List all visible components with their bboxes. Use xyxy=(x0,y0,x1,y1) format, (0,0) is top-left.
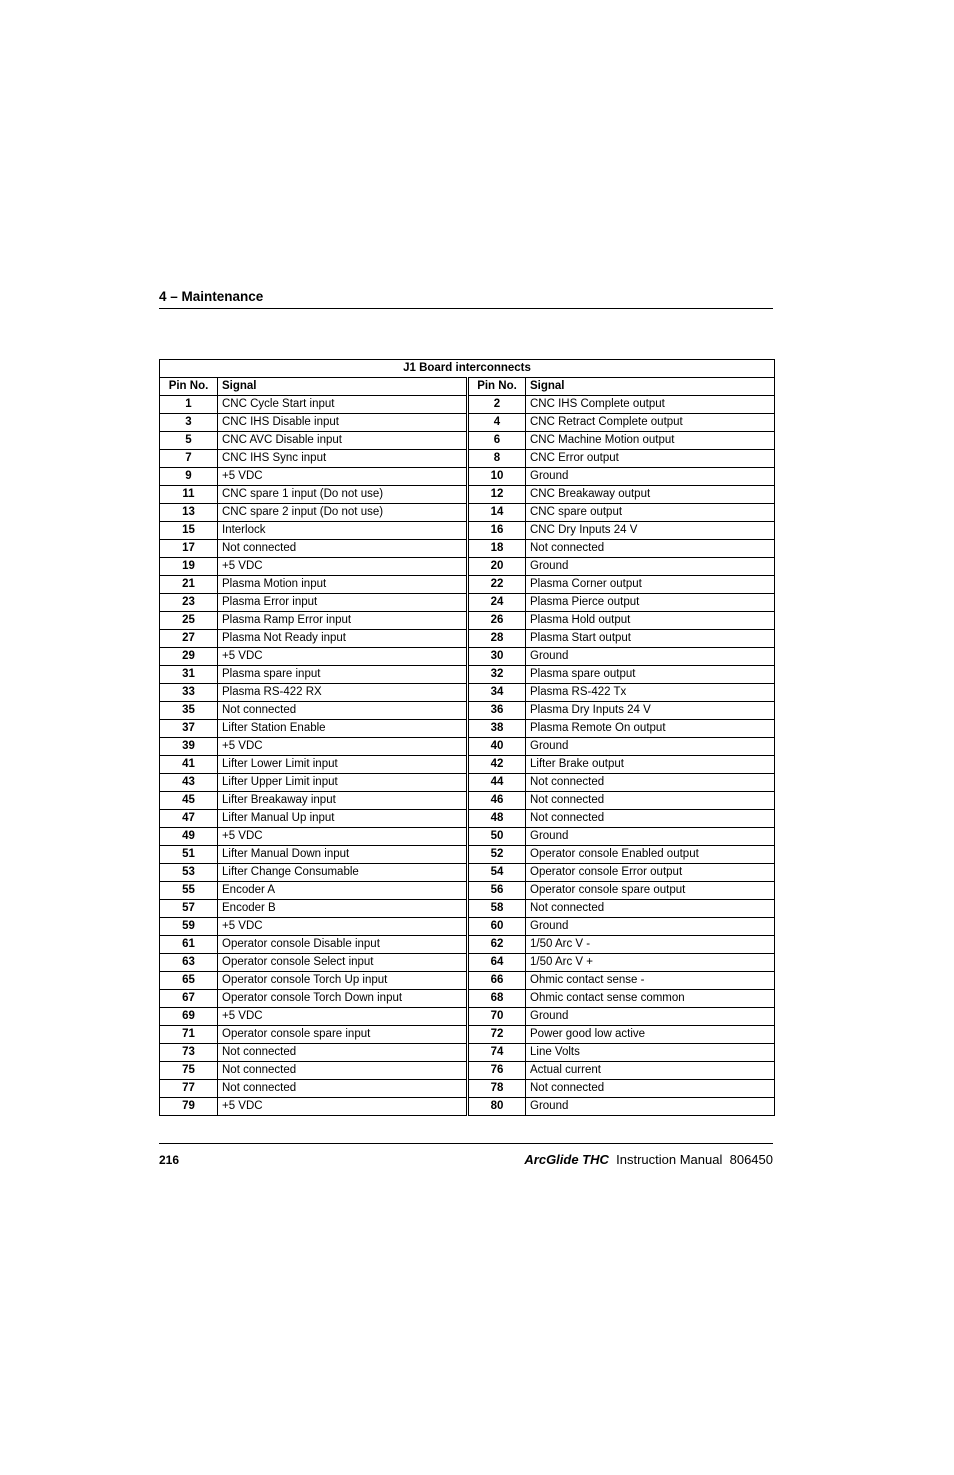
table-row xyxy=(160,648,775,666)
signal-right: Operator console spare output xyxy=(526,882,775,900)
signal-left: Plasma spare input xyxy=(218,666,468,684)
pin-right: 12 xyxy=(468,486,526,504)
signal-left: Lifter Manual Down input xyxy=(218,846,468,864)
pin-left: 43 xyxy=(160,774,218,792)
pin-left: 37 xyxy=(160,720,218,738)
signal-right: Not connected xyxy=(526,900,775,918)
signal-right: Line Volts xyxy=(526,1044,775,1062)
table-row xyxy=(160,900,775,918)
pin-left: 33 xyxy=(160,684,218,702)
pin-left: 17 xyxy=(160,540,218,558)
pin-right: 46 xyxy=(468,792,526,810)
signal-right: Ohmic contact sense common xyxy=(526,990,775,1008)
table-row xyxy=(160,486,775,504)
table-row xyxy=(160,558,775,576)
header-pin-left: Pin No. xyxy=(160,378,218,396)
table-row xyxy=(160,414,775,432)
table-row xyxy=(160,846,775,864)
table-row xyxy=(160,1098,775,1116)
signal-right: CNC Breakaway output xyxy=(526,486,775,504)
signal-right: Not connected xyxy=(526,1080,775,1098)
signal-left: Lifter Breakaway input xyxy=(218,792,468,810)
signal-right: Ground xyxy=(526,558,775,576)
pin-right: 28 xyxy=(468,630,526,648)
signal-right: Plasma Hold output xyxy=(526,612,775,630)
signal-right: Operator console Error output xyxy=(526,864,775,882)
header-signal-left: Signal xyxy=(218,378,468,396)
chapter-heading: 4 – Maintenance xyxy=(159,288,773,309)
signal-left: Plasma Ramp Error input xyxy=(218,612,468,630)
signal-right: Operator console Enabled output xyxy=(526,846,775,864)
header-pin-right: Pin No. xyxy=(468,378,526,396)
pin-left: 49 xyxy=(160,828,218,846)
signal-right: Ground xyxy=(526,648,775,666)
signal-right: Ground xyxy=(526,1008,775,1026)
signal-right: Ohmic contact sense - xyxy=(526,972,775,990)
table-row xyxy=(160,612,775,630)
pin-left: 41 xyxy=(160,756,218,774)
signal-right: Plasma Remote On output xyxy=(526,720,775,738)
table-row xyxy=(160,540,775,558)
pin-left: 77 xyxy=(160,1080,218,1098)
pin-left: 7 xyxy=(160,450,218,468)
j1-interconnects-table xyxy=(159,359,775,1116)
signal-left: Lifter Lower Limit input xyxy=(218,756,468,774)
signal-right: Not connected xyxy=(526,774,775,792)
table-row xyxy=(160,504,775,522)
signal-left: Plasma RS-422 RX xyxy=(218,684,468,702)
pin-left: 45 xyxy=(160,792,218,810)
signal-right: Plasma spare output xyxy=(526,666,775,684)
pin-right: 80 xyxy=(468,1098,526,1116)
signal-left: Lifter Change Consumable xyxy=(218,864,468,882)
pin-left: 69 xyxy=(160,1008,218,1026)
signal-right: Ground xyxy=(526,918,775,936)
table-row xyxy=(160,864,775,882)
table-row xyxy=(160,702,775,720)
pin-left: 39 xyxy=(160,738,218,756)
pin-left: 53 xyxy=(160,864,218,882)
signal-left: CNC spare 2 input (Do not use) xyxy=(218,504,468,522)
pin-left: 35 xyxy=(160,702,218,720)
table-row xyxy=(160,522,775,540)
doc-number: 806450 xyxy=(729,1152,773,1167)
pin-left: 71 xyxy=(160,1026,218,1044)
signal-left: CNC AVC Disable input xyxy=(218,432,468,450)
signal-left: +5 VDC xyxy=(218,1098,468,1116)
signal-left: Not connected xyxy=(218,540,468,558)
pin-left: 5 xyxy=(160,432,218,450)
table-row xyxy=(160,774,775,792)
pin-right: 66 xyxy=(468,972,526,990)
pin-left: 63 xyxy=(160,954,218,972)
pin-right: 34 xyxy=(468,684,526,702)
pin-right: 78 xyxy=(468,1080,526,1098)
signal-left: Operator console Select input xyxy=(218,954,468,972)
table-row xyxy=(160,1026,775,1044)
signal-left: CNC spare 1 input (Do not use) xyxy=(218,486,468,504)
pin-left: 55 xyxy=(160,882,218,900)
pin-left: 65 xyxy=(160,972,218,990)
signal-left: Operator console Torch Down input xyxy=(218,990,468,1008)
signal-left: Plasma Motion input xyxy=(218,576,468,594)
pin-right: 74 xyxy=(468,1044,526,1062)
pin-left: 3 xyxy=(160,414,218,432)
pin-right: 48 xyxy=(468,810,526,828)
table-row xyxy=(160,576,775,594)
table-title-row xyxy=(160,360,775,378)
signal-right: CNC Dry Inputs 24 V xyxy=(526,522,775,540)
signal-right: Power good low active xyxy=(526,1026,775,1044)
pin-left: 47 xyxy=(160,810,218,828)
signal-left: Not connected xyxy=(218,702,468,720)
signal-right: Plasma Pierce output xyxy=(526,594,775,612)
table-row xyxy=(160,432,775,450)
table-row xyxy=(160,828,775,846)
pin-right: 16 xyxy=(468,522,526,540)
pin-left: 23 xyxy=(160,594,218,612)
pin-right: 4 xyxy=(468,414,526,432)
signal-left: CNC Cycle Start input xyxy=(218,396,468,414)
table-row xyxy=(160,630,775,648)
pin-left: 13 xyxy=(160,504,218,522)
pin-right: 2 xyxy=(468,396,526,414)
table-row xyxy=(160,936,775,954)
footer-rule xyxy=(159,1143,773,1144)
signal-left: Plasma Not Ready input xyxy=(218,630,468,648)
signal-right: Plasma Start output xyxy=(526,630,775,648)
pin-left: 19 xyxy=(160,558,218,576)
table-row xyxy=(160,594,775,612)
pin-left: 75 xyxy=(160,1062,218,1080)
pin-right: 18 xyxy=(468,540,526,558)
signal-left: Lifter Station Enable xyxy=(218,720,468,738)
pin-left: 29 xyxy=(160,648,218,666)
pin-right: 26 xyxy=(468,612,526,630)
signal-right: Actual current xyxy=(526,1062,775,1080)
table-row xyxy=(160,756,775,774)
signal-left: Encoder A xyxy=(218,882,468,900)
pin-right: 6 xyxy=(468,432,526,450)
header-signal-right: Signal xyxy=(526,378,775,396)
pin-right: 38 xyxy=(468,720,526,738)
table-row xyxy=(160,1080,775,1098)
pin-left: 51 xyxy=(160,846,218,864)
signal-left: Not connected xyxy=(218,1080,468,1098)
table-row xyxy=(160,1008,775,1026)
table-row xyxy=(160,954,775,972)
table-row xyxy=(160,468,775,486)
page-number: 216 xyxy=(159,1153,180,1167)
table-row xyxy=(160,1044,775,1062)
table-row xyxy=(160,1062,775,1080)
pin-left: 31 xyxy=(160,666,218,684)
table-row xyxy=(160,972,775,990)
pin-right: 72 xyxy=(468,1026,526,1044)
pin-right: 52 xyxy=(468,846,526,864)
table-row xyxy=(160,684,775,702)
signal-left: Not connected xyxy=(218,1044,468,1062)
pin-right: 40 xyxy=(468,738,526,756)
signal-right: Lifter Brake output xyxy=(526,756,775,774)
signal-left: +5 VDC xyxy=(218,1008,468,1026)
table-row xyxy=(160,450,775,468)
signal-left: Interlock xyxy=(218,522,468,540)
signal-right: Not connected xyxy=(526,792,775,810)
signal-left: CNC IHS Sync input xyxy=(218,450,468,468)
pin-right: 60 xyxy=(468,918,526,936)
signal-right: CNC spare output xyxy=(526,504,775,522)
pin-left: 15 xyxy=(160,522,218,540)
pin-right: 8 xyxy=(468,450,526,468)
signal-right: Not connected xyxy=(526,810,775,828)
signal-left: Lifter Manual Up input xyxy=(218,810,468,828)
signal-left: Not connected xyxy=(218,1062,468,1080)
signal-left: +5 VDC xyxy=(218,468,468,486)
pin-right: 50 xyxy=(468,828,526,846)
signal-right: CNC Error output xyxy=(526,450,775,468)
table-body xyxy=(160,396,775,1116)
signal-right: Ground xyxy=(526,738,775,756)
signal-right: 1/50 Arc V - xyxy=(526,936,775,954)
product-name: ArcGlide THC xyxy=(524,1152,609,1167)
pin-right: 32 xyxy=(468,666,526,684)
signal-right: Plasma Corner output xyxy=(526,576,775,594)
pin-left: 25 xyxy=(160,612,218,630)
signal-left: +5 VDC xyxy=(218,738,468,756)
pin-right: 10 xyxy=(468,468,526,486)
pin-left: 61 xyxy=(160,936,218,954)
signal-left: Encoder B xyxy=(218,900,468,918)
pin-right: 42 xyxy=(468,756,526,774)
signal-left: Plasma Error input xyxy=(218,594,468,612)
pin-right: 22 xyxy=(468,576,526,594)
table-header-row xyxy=(160,378,775,396)
pin-right: 36 xyxy=(468,702,526,720)
pin-right: 30 xyxy=(468,648,526,666)
signal-right: CNC Machine Motion output xyxy=(526,432,775,450)
pin-left: 9 xyxy=(160,468,218,486)
signal-right: CNC IHS Complete output xyxy=(526,396,775,414)
table-row xyxy=(160,882,775,900)
pin-left: 27 xyxy=(160,630,218,648)
footer-title xyxy=(524,1152,773,1167)
signal-left: CNC IHS Disable input xyxy=(218,414,468,432)
signal-left: +5 VDC xyxy=(218,828,468,846)
signal-left: +5 VDC xyxy=(218,558,468,576)
table-row xyxy=(160,396,775,414)
pin-right: 56 xyxy=(468,882,526,900)
pin-left: 73 xyxy=(160,1044,218,1062)
signal-right: 1/50 Arc V + xyxy=(526,954,775,972)
pin-right: 68 xyxy=(468,990,526,1008)
signal-left: +5 VDC xyxy=(218,918,468,936)
pin-right: 24 xyxy=(468,594,526,612)
pin-left: 79 xyxy=(160,1098,218,1116)
pin-right: 62 xyxy=(468,936,526,954)
pin-right: 14 xyxy=(468,504,526,522)
signal-right: CNC Retract Complete output xyxy=(526,414,775,432)
signal-left: Operator console spare input xyxy=(218,1026,468,1044)
pin-right: 54 xyxy=(468,864,526,882)
manual-label: Instruction Manual xyxy=(616,1152,723,1167)
pin-left: 57 xyxy=(160,900,218,918)
table-title: J1 Board interconnects xyxy=(160,360,775,378)
pin-left: 1 xyxy=(160,396,218,414)
table-row xyxy=(160,918,775,936)
signal-right: Ground xyxy=(526,828,775,846)
pin-right: 64 xyxy=(468,954,526,972)
table-row xyxy=(160,792,775,810)
signal-left: Lifter Upper Limit input xyxy=(218,774,468,792)
signal-left: Operator console Disable input xyxy=(218,936,468,954)
signal-left: Operator console Torch Up input xyxy=(218,972,468,990)
pin-right: 44 xyxy=(468,774,526,792)
pin-left: 11 xyxy=(160,486,218,504)
signal-right: Ground xyxy=(526,1098,775,1116)
signal-right: Not connected xyxy=(526,540,775,558)
pin-left: 59 xyxy=(160,918,218,936)
table-row xyxy=(160,666,775,684)
pin-right: 20 xyxy=(468,558,526,576)
table-row xyxy=(160,738,775,756)
pin-right: 76 xyxy=(468,1062,526,1080)
pin-right: 70 xyxy=(468,1008,526,1026)
signal-right: Plasma RS-422 Tx xyxy=(526,684,775,702)
signal-right: Ground xyxy=(526,468,775,486)
pin-left: 21 xyxy=(160,576,218,594)
pin-left: 67 xyxy=(160,990,218,1008)
table-row xyxy=(160,990,775,1008)
pin-right: 58 xyxy=(468,900,526,918)
table-row xyxy=(160,720,775,738)
signal-left: +5 VDC xyxy=(218,648,468,666)
table-row xyxy=(160,810,775,828)
signal-right: Plasma Dry Inputs 24 V xyxy=(526,702,775,720)
